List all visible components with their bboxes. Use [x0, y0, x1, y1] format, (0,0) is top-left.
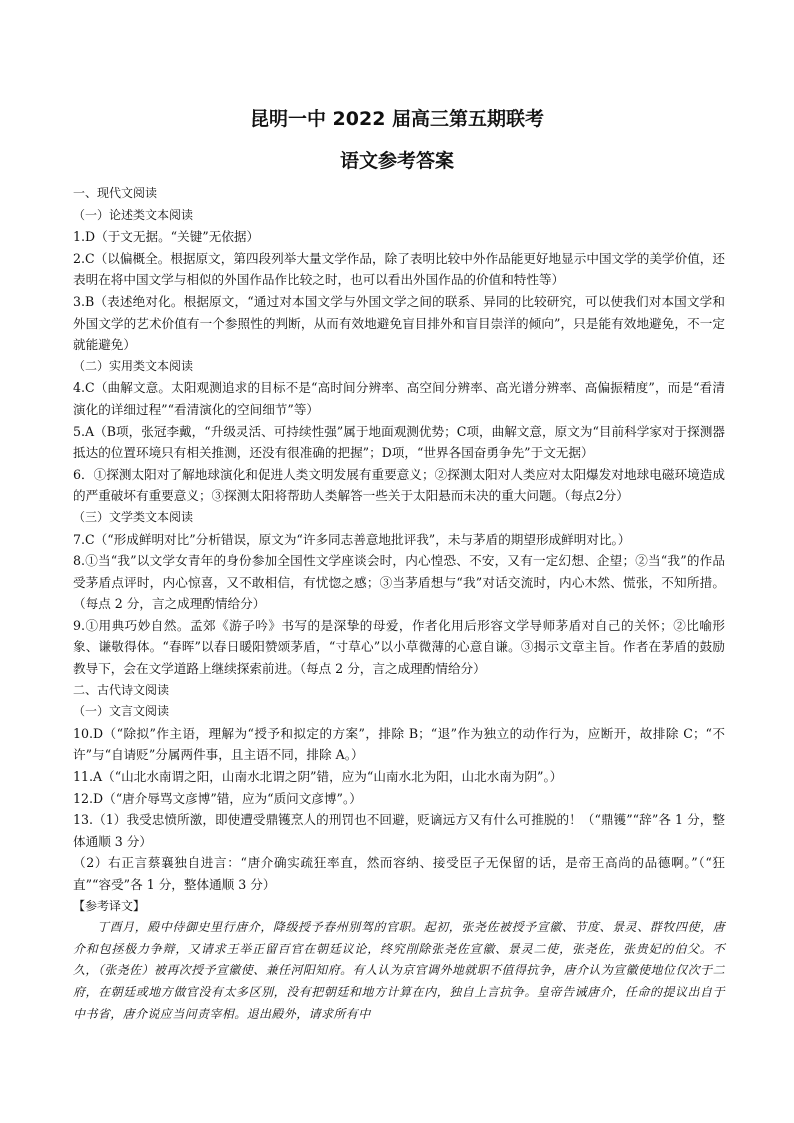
answer-item: 7.C（“形成鲜明对比”分析错误，原文为“许多同志善意地批评我”，未与茅盾的期望形成鲜明对比。）: [73, 531, 631, 547]
subsection-heading: （三）文学类文本阅读: [73, 509, 194, 524]
subsection-heading: （一）论述类文本阅读: [73, 207, 194, 222]
answer-item: 8.①当“我”以文学女青年的身份参加全国性文学座谈会时，内心惶恐、不安，又有一定幻想、企望；②当“我”的作品受茅盾点评时，内心惊喜，又不敢相信，有忧惚之感；③当茅盾想与“我”对话交流时，内心木然、慌张，不知所措。（每点 2 分，言之成理酌情给分）: [73, 553, 725, 612]
translation-heading: 【参考译文】: [73, 898, 146, 913]
section-heading: 一、现代文阅读: [73, 186, 158, 200]
translation-paragraph: 丁酉月，殿中侍御史里行唐介，降级授予春州别驾的官职。起初，张尧佐被授予宣徽、节度、景灵、群牧四使，唐介和包拯极力争辩，又请求王举正留百官在朝廷议论，终究削除张尧佐宣徽、景灵二使，张尧佐，张贵妃的伯父。不久，（张尧佐）被再次授予宣徽使、兼任河阳知府。有人认为京官调外地就职不值得抗争，唐介认为宣徽使地位仅次于二府，在朝廷或地方做官没有太多区别，没有把朝廷和地方计算在内，独自上言抗争。皇帝告诫唐介，任命的提议出自于中书省，唐介说应当问责宰相。退出殿外，请求所有中: [73, 920, 725, 1021]
answer-item: 12.D（“唐介辱骂文彦博”错，应为“质问文彦博”。）: [73, 790, 362, 806]
document-title: 昆明一中 2022 届高三第五期联考: [249, 108, 545, 130]
answer-item: 9.①用典巧妙自然。孟郊《游子吟》书写的是深挚的母爱，作者化用后形容文学导师茅盾对自己的关怀；②比喻形象、谦敬得体。“春晖”以春日暖阳赞颂茅盾，“寸草心”以小草微薄的心意自谦。③揭示文章主旨。作者在茅盾的鼓励教导下，会在文学道路上继续探索前进。（每点 2 分，言之成理酌情给分）: [73, 617, 725, 677]
answer-item: 11.A（“山北水南谓之阳，山南水北谓之阴”错，应为“山南水北为阳，山北水南为阴”。）: [73, 769, 563, 785]
answer-item: （2）右正言蔡襄独自进言：“唐介确实疏狂率直，然而容纳、接受臣子无保留的话，是帝王高尚的品德啊。”（“狂直”“容受”各 1 分，整体通顺 3 分）: [73, 855, 725, 892]
answer-item: 13.（1）我受忠愤所激，即使遭受鼎镬烹人的刑罚也不回避，贬谪远方又有什么可推脱的！（“鼎镬”“辞”各 1 分，整体通顺 3 分）: [73, 812, 725, 849]
subsection-heading: （一）文言文阅读: [73, 704, 170, 719]
subsection-heading: （二）实用类文本阅读: [73, 358, 194, 373]
section-heading: 二、古代诗文阅读: [73, 682, 170, 697]
answer-item: 2.C（以偏概全。根据原文，第四段列举大量文学作品，除了表明比较中外作品能更好地显示中国文学的美学价值，还表明在将中国文学与相似的外国作品作比较之时，也可以看出外国作品的价值和特性等）: [73, 250, 725, 288]
answer-item: 10.D（“除拟”作主语，理解为“授予和拟定的方案”，排除 B；“退”作为独立的动作行为，应断开，故排除 C；“不许”与“自请贬”分属两件事，且主语不同，排除 A。）: [73, 725, 725, 763]
answer-body: [73, 183, 725, 1025]
document-subtitle: 语文参考答案: [339, 150, 454, 172]
answer-item: 5.A（B项，张冠李戴，“升级灵活、可持续性强”属于地面观测优势；C项，曲解文意，原文为“目前科学家对于探测器抵达的位置环境只有相关推测，还没有很准确的把握”；D项，“世界各国奋勇争先”于文无据）: [73, 423, 725, 461]
answer-item: 4.C（曲解文意。太阳观测追求的目标不是“高时间分辨率、高空间分辨率、高光谱分辨率、高偏振精度”，而是“看清演化的详细过程”“看清演化的空间细节”等）: [73, 380, 725, 417]
answer-item: 3.B（表述绝对化。根据原文，“通过对本国文学与外国文学之间的联系、异同的比较研究，可以使我们对本国文学和外国文学的艺术价值有一个参照性的判断，从而有效地避免盲目排外和盲目崇洋的倾向”，只是能有效地避免，不一定就能避免）: [73, 293, 725, 353]
answer-item: 6．①探测太阳对了解地球演化和促进人类文明发展有重要意义；②探测太阳对人类应对太阳爆发对地球电磁环境造成的严重破坏有重要意义；③探测太阳将帮助人类解答一些关于太阳悬而未决的重大问题。（每点2分）: [73, 466, 725, 504]
answer-item: 1.D（于文无据。“关键”无依据）: [73, 229, 260, 245]
